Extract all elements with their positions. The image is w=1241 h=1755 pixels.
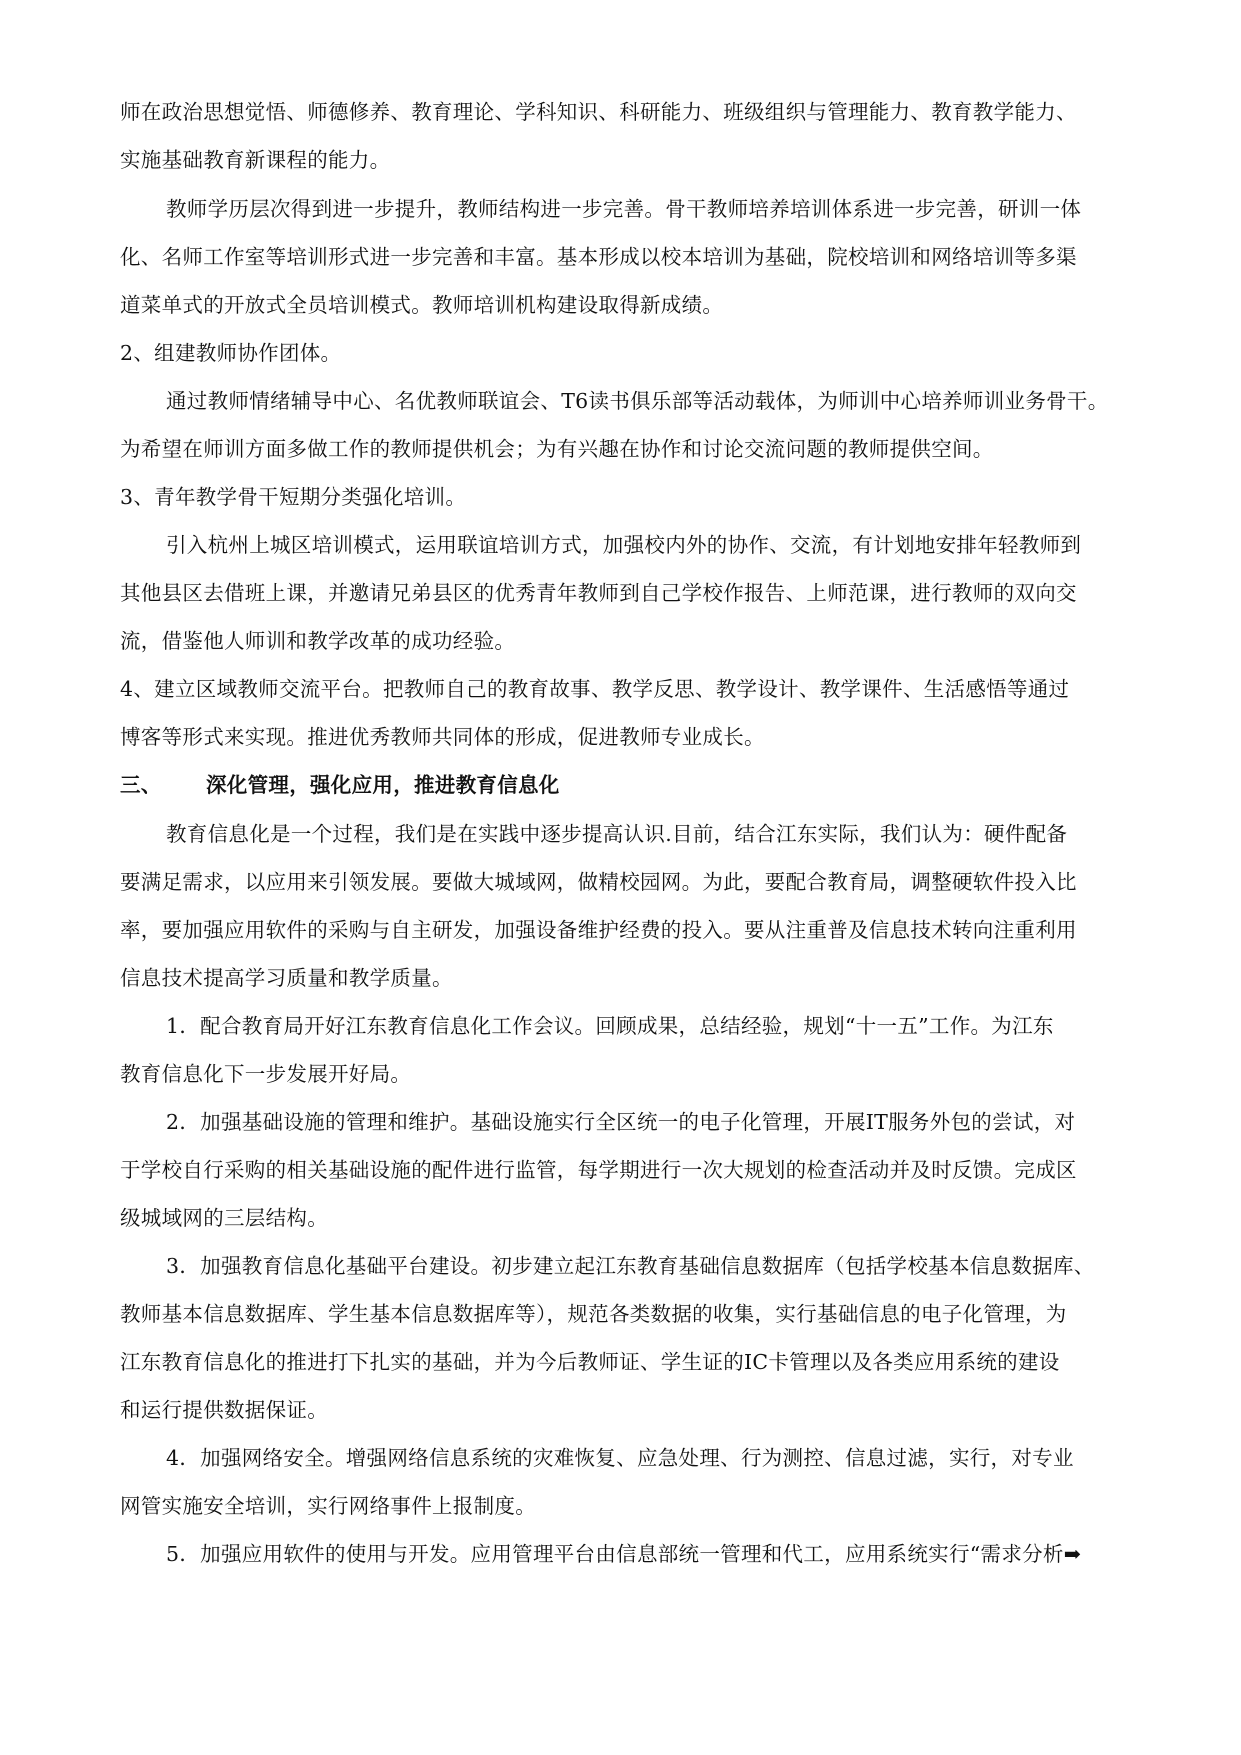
paragraph-line: 为希望在师训方面多做工作的教师提供机会；为有兴趣在协作和讨论交流问题的教师提供空间。 [120, 437, 994, 461]
list-item-heading: 2、组建教师协作团体。 [120, 341, 342, 365]
paragraph-line: 道菜单式的开放式全员培训模式。教师培训机构建设取得新成绩。 [120, 293, 724, 317]
paragraph-line: 教师学历层次得到进一步提升，教师结构进一步完善。骨干教师培养培训体系进一步完善，研训一体 [166, 197, 1082, 221]
paragraph-line: 通过教师情绪辅导中心、名优教师联谊会、T6读书俱乐部等活动载体，为师训中心培养师训业务骨干。 [166, 389, 1109, 413]
paragraph-line: 流，借鉴他人师训和教学改革的成功经验。 [120, 629, 516, 653]
section-heading [120, 771, 560, 799]
paragraph-line: 率，要加强应用软件的采购与自主研发，加强设备维护经费的投入。要从注重普及信息技术转向注重利用 [120, 918, 1077, 942]
list-item-heading: 3、青年教学骨干短期分类强化培训。 [120, 485, 467, 509]
paragraph-line: 江东教育信息化的推进打下扎实的基础，并为今后教师证、学生证的IC卡管理以及各类应用系统的建设 [120, 1350, 1060, 1374]
paragraph-line: 教育信息化是一个过程，我们是在实践中逐步提高认识.目前，结合江东实际，我们认为：硬件配备 [166, 822, 1068, 846]
paragraph-line: 网管实施安全培训，实行网络事件上报制度。 [120, 1494, 536, 1518]
paragraph-line: 博客等形式来实现。推进优秀教师共同体的形成，促进教师专业成长。 [120, 725, 765, 749]
paragraph-line: 化、名师工作室等培训形式进一步完善和丰富。基本形成以校本培训为基础，院校培训和网络培训等多渠 [120, 245, 1077, 269]
paragraph-line: 教育信息化下一步发展开好局。 [120, 1062, 412, 1086]
paragraph-line: 信息技术提高学习质量和教学质量。 [120, 966, 453, 990]
paragraph-line: 2．加强基础设施的管理和维护。基础设施实行全区统一的电子化管理，开展IT服务外包的尝试，对 [166, 1110, 1076, 1134]
paragraph-line: 于学校自行采购的相关基础设施的配件进行监管，每学期进行一次大规划的检查活动并及时反馈。完成区 [120, 1158, 1077, 1182]
paragraph-line: 要满足需求，以应用来引领发展。要做大城域网，做精校园网。为此，要配合教育局，调整硬软件投入比 [120, 870, 1077, 894]
paragraph-line: 其他县区去借班上课，并邀请兄弟县区的优秀青年教师到自己学校作报告、上师范课，进行教师的双向交 [120, 581, 1077, 605]
paragraph-line: 引入杭州上城区培训模式，运用联谊培训方式，加强校内外的协作、交流，有计划地安排年轻教师到 [166, 533, 1082, 557]
paragraph-line: 级城域网的三层结构。 [120, 1206, 328, 1230]
paragraph-line: 4、建立区域教师交流平台。把教师自己的教育故事、教学反思、教学设计、教学课件、生活感悟等通过 [120, 677, 1070, 701]
paragraph-line: 和运行提供数据保证。 [120, 1398, 328, 1422]
paragraph-line: 1．配合教育局开好江东教育信息化工作会议。回顾成果，总结经验，规划“十一五”工作。为江东 [166, 1014, 1054, 1038]
paragraph-line: 4．加强网络安全。增强网络信息系统的灾难恢复、应急处理、行为测控、信息过滤，实行，对专业 [166, 1446, 1074, 1470]
section-number: 三、 [120, 773, 162, 797]
paragraph-line: 师在政治思想觉悟、师德修养、教育理论、学科知识、科研能力、班级组织与管理能力、教育教学能力、 [120, 100, 1077, 124]
paragraph-line: 3．加强教育信息化基础平台建设。初步建立起江东教育基础信息数据库（包括学校基本信息数据库、 [166, 1254, 1095, 1278]
paragraph-line: 5．加强应用软件的使用与开发。应用管理平台由信息部统一管理和代工，应用系统实行“需求分析➡ [166, 1542, 1082, 1566]
section-title: 深化管理，强化应用，推进教育信息化 [206, 773, 560, 797]
paragraph-line: 实施基础教育新课程的能力。 [120, 148, 391, 172]
paragraph-line: 教师基本信息数据库、学生基本信息数据库等），规范各类数据的收集，实行基础信息的电子化管理，为 [120, 1302, 1067, 1326]
